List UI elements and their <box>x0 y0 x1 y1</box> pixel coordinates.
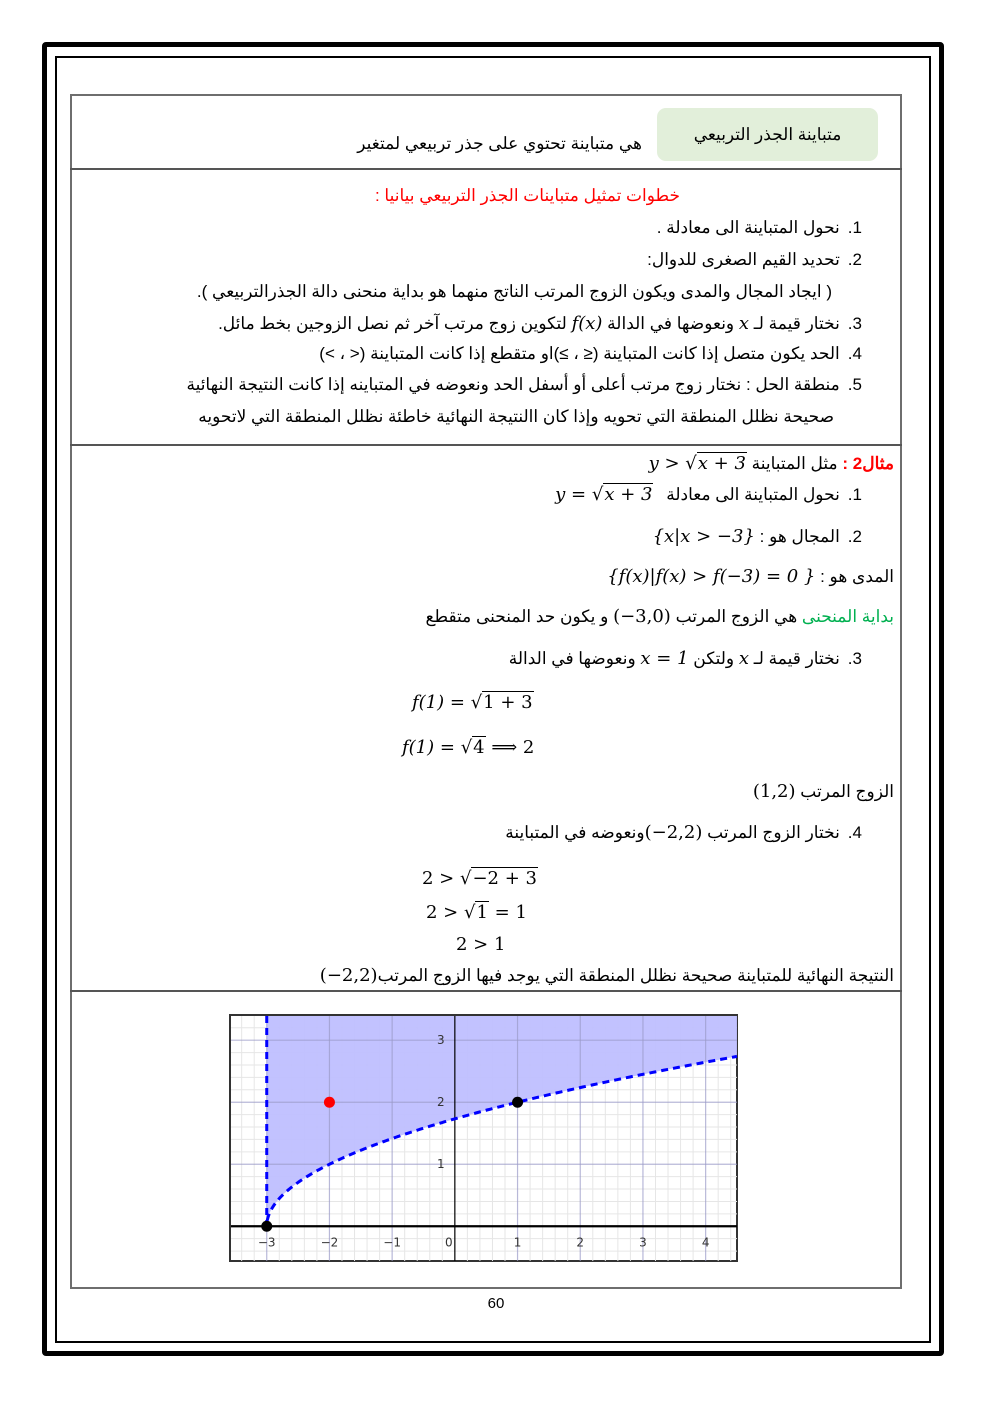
inequality-graph <box>229 1014 739 1264</box>
x-tick-label: 1 <box>513 1235 522 1250</box>
x-tick-label: 4 <box>701 1235 710 1250</box>
x-tick-label: 2 <box>576 1235 585 1250</box>
y-tick-label: 2 <box>437 1095 445 1110</box>
steps-heading: خطوات تمثيل متباينات الجذر التربيعي بيانيا : <box>374 186 680 205</box>
curve-start-line: بداية المنحنى هي الزوج المرتب (−3,0) و يكون حد المنحنى متقطع <box>425 606 894 627</box>
ordered-pair-line: الزوج المرتب (1,2) <box>752 781 894 802</box>
inequality: y > √x + 3 <box>648 453 746 474</box>
row-divider <box>70 444 902 446</box>
row-divider <box>70 168 902 170</box>
step-5: 5.منطقة الحل : نختار زوج مرتب أعلى أو أسفل الحد ونعوضه في المتباينه إذا كانت النتيجة النهائية <box>186 375 862 394</box>
x-tick-label: −2 <box>320 1235 339 1250</box>
calc-f1-a: f(1) = √1 + 3 <box>412 692 533 713</box>
example-step-2-domain: 2.المجال هو : {x|x > −3} <box>652 526 862 547</box>
page-number: 60 <box>487 1295 505 1312</box>
example-label: مثال2 : <box>842 454 894 473</box>
definition-text: هي متباينة تحتوي على جذر تربيعي لمتغير <box>357 134 642 153</box>
example-step-3: 3.نختار قيمة لـ x ولتكن x = 1 ونعوضها في الدالة <box>508 648 862 669</box>
y-tick-label: 3 <box>437 1033 445 1048</box>
check-3: 2 > 1 <box>456 934 506 955</box>
x-tick-label: −3 <box>257 1235 276 1250</box>
x-tick-label: 3 <box>639 1235 647 1250</box>
title-text: متباينة الجذر التربيعي <box>693 124 842 144</box>
check-1: 2 > √−2 + 3 <box>422 868 537 889</box>
y-tick-label: 1 <box>437 1157 445 1172</box>
check-2: 2 > √1 = 1 <box>426 902 527 923</box>
range-line: المدى هو : {f(x)|f(x) > f(−3) = 0 } <box>607 566 894 587</box>
step-1: 1.نحول المتباينة الى معادلة . <box>656 218 862 237</box>
curve-point <box>512 1097 523 1108</box>
conclusion-line: النتيجة النهائية للمتباينة صحيحة نظلل المنطقة التي يوجد فيها الزوج المرتب(−2,2) <box>319 965 894 986</box>
step-2: 2.تحديد القيم الصغرى للدوال: <box>647 250 862 269</box>
step-3: 3.نختار قيمة لـ x ونعوضها في الدالة f(x) لتكوين زوج مرتب آخر ثم نصل الزوجين بخط مائل. <box>218 313 862 334</box>
calc-f1-b: f(1) = √4 ⟹ 2 <box>402 737 535 758</box>
step-4: 4.الحد يكون متصل إذا كانت المتباينة (≤ ، ≥)او متقطع إذا كانت المتباينة (< ، >) <box>319 344 862 363</box>
x-tick-label: 0 <box>445 1235 453 1250</box>
example-title: مثال2 : مثل المتباينة y > √x + 3 <box>648 453 894 474</box>
x-tick-label: −1 <box>383 1235 401 1250</box>
step-2-note: ( ايجاد المجال والمدى ويكون الزوج المرتب الناتج منهما هو بداية منحنى دالة الجذرالتربيعي ). <box>196 282 832 301</box>
row-divider <box>70 990 902 992</box>
example-step-1: 1.نحول المتباينة الى معادلة y = √x + 3 <box>555 484 862 505</box>
curve-point <box>261 1221 272 1232</box>
title-box <box>657 108 878 161</box>
step-5-continued: صحيحة نظلل المنطقة التي تحويه وإذا كان االنتيجة النهائية خاطئة نظلل المنطقة التي لاتحويه <box>198 407 834 426</box>
example-step-4: 4.نختار الزوج المرتب (−2,2)ونعوضه في المتباينة <box>505 822 862 843</box>
test-point <box>324 1097 335 1108</box>
